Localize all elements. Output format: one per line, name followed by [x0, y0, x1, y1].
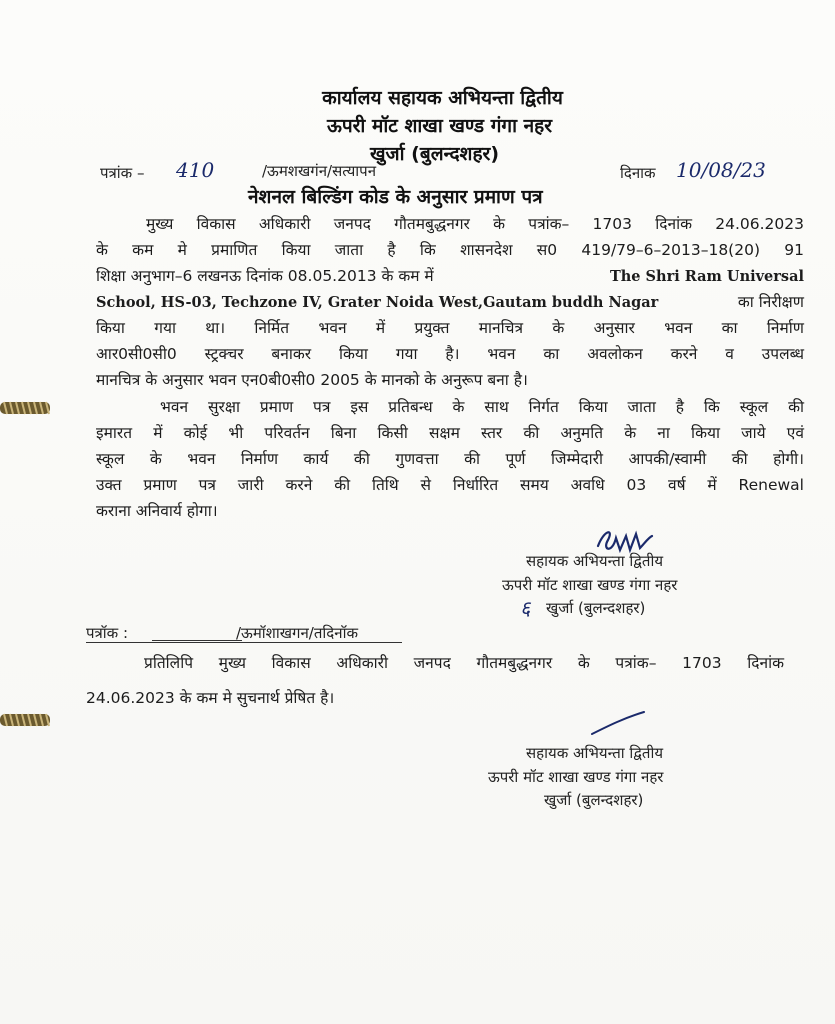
sig1-location: खुर्जा (बुलन्दशहर) — [546, 599, 646, 617]
date-value: 10/08/23 — [676, 158, 766, 182]
binder-spring-top — [0, 397, 52, 419]
para1-line7: मानचित्र के अनुसार भवन एन0बी0सी0 2005 के मानको के अनुरूप बना है। — [96, 371, 528, 389]
para1-line1: मुख्य विकास अधिकारी जनपद गौतमबुद्धनगर के पत्रांक– 1703 दिनांक 24.06.2023 — [146, 215, 804, 233]
sig1-mark: ६ — [520, 596, 531, 620]
para1-line2: के कम मे प्रमाणित किया जाता है कि शासनदेश स0 419/79–6–2013–18(20) 91 — [96, 241, 804, 259]
para2-line3: स्कूल के भवन निर्माण कार्य की गुणवत्ता की पूर्ण जिम्मेदारी आपकी/स्वामी की होगी। — [96, 450, 804, 468]
copy-ref-underline — [86, 642, 402, 643]
para1-line6: आर0सी0सी0 स्ट्रक्चर बनाकर किया गया है। भवन का अवलोकन करने व उपलब्ध — [96, 345, 804, 363]
certificate-title: नेशनल बिल्डिंग कोड के अनुसार प्रमाण पत्र — [248, 186, 543, 208]
sig2-designation: सहायक अभियन्ता द्वितीय — [526, 744, 664, 762]
school-name: The Shri Ram Universal — [609, 268, 804, 285]
signature-stroke — [588, 708, 648, 738]
ref-suffix: /ऊमशखगंन/सत्यापन — [262, 162, 377, 180]
copy-ref-blank — [152, 640, 242, 641]
ref-label: पत्रांक – — [100, 164, 145, 182]
ref-number: 410 — [176, 158, 215, 182]
office-name: कार्यालय सहायक अभियन्ता द्वितीय — [322, 87, 563, 109]
copy-line2: 24.06.2023 के कम मे सुचनार्थ प्रेषित है। — [86, 689, 335, 707]
copy-ref-suffix: /ऊमॉशाखगन/तदिनॉक — [236, 624, 358, 642]
copy-ref-label: पत्रॉक : — [86, 624, 129, 642]
sig1-designation: सहायक अभियन्ता द्वितीय — [526, 552, 664, 570]
para2-line1: भवन सुरक्षा प्रमाण पत्र इस प्रतिबन्ध के साथ निर्गत किया जाता है कि स्कूल की — [160, 398, 804, 416]
division-name: ऊपरी मॉट शाखा खण्ड गंगा नहर — [326, 115, 553, 137]
sig2-location: खुर्जा (बुलन्दशहर) — [544, 791, 644, 809]
para1-line3 — [96, 265, 804, 289]
sig1-division: ऊपरी मॉट शाखा खण्ड गंगा नहर — [502, 576, 678, 594]
school-address: School, HS-03, Techzone IV, Grater Noida West,Gautam buddh Nagar — [96, 294, 659, 311]
para1-line4 — [96, 291, 804, 315]
office-location: खुर्जा (बुलन्दशहर) — [369, 143, 499, 165]
date-label: दिनाक — [620, 164, 656, 182]
binder-spring-bottom — [0, 709, 52, 731]
para1-line4-hindi: का निरीक्षण — [737, 293, 804, 311]
para1-line3-hindi: शिक्षा अनुभाग–6 लखनऊ दिनांक 08.05.2013 के कम में — [96, 267, 434, 285]
para2-line2: इमारत में कोई भी परिवर्तन बिना किसी सक्षम स्तर की अनुमति के ना किया जाये एवं — [96, 424, 804, 442]
para1-line5: किया गया था। निर्मित भवन में प्रयुक्त मानचित्र के अनुसार भवन का निर्माण — [96, 319, 804, 337]
para2-line4: उक्त प्रमाण पत्र जारी करने की तिथि से निर्धारित समय अवधि 03 वर्ष में Renewal — [96, 476, 804, 494]
para2-line5: कराना अनिवार्य होगा। — [96, 502, 218, 520]
copy-line1: प्रतिलिपि मुख्य विकास अधिकारी जनपद गौतमबुद्धनगर के पत्रांक– 1703 दिनांक — [144, 654, 784, 672]
sig2-division: ऊपरी मॉट शाखा खण्ड गंगा नहर — [488, 768, 664, 786]
